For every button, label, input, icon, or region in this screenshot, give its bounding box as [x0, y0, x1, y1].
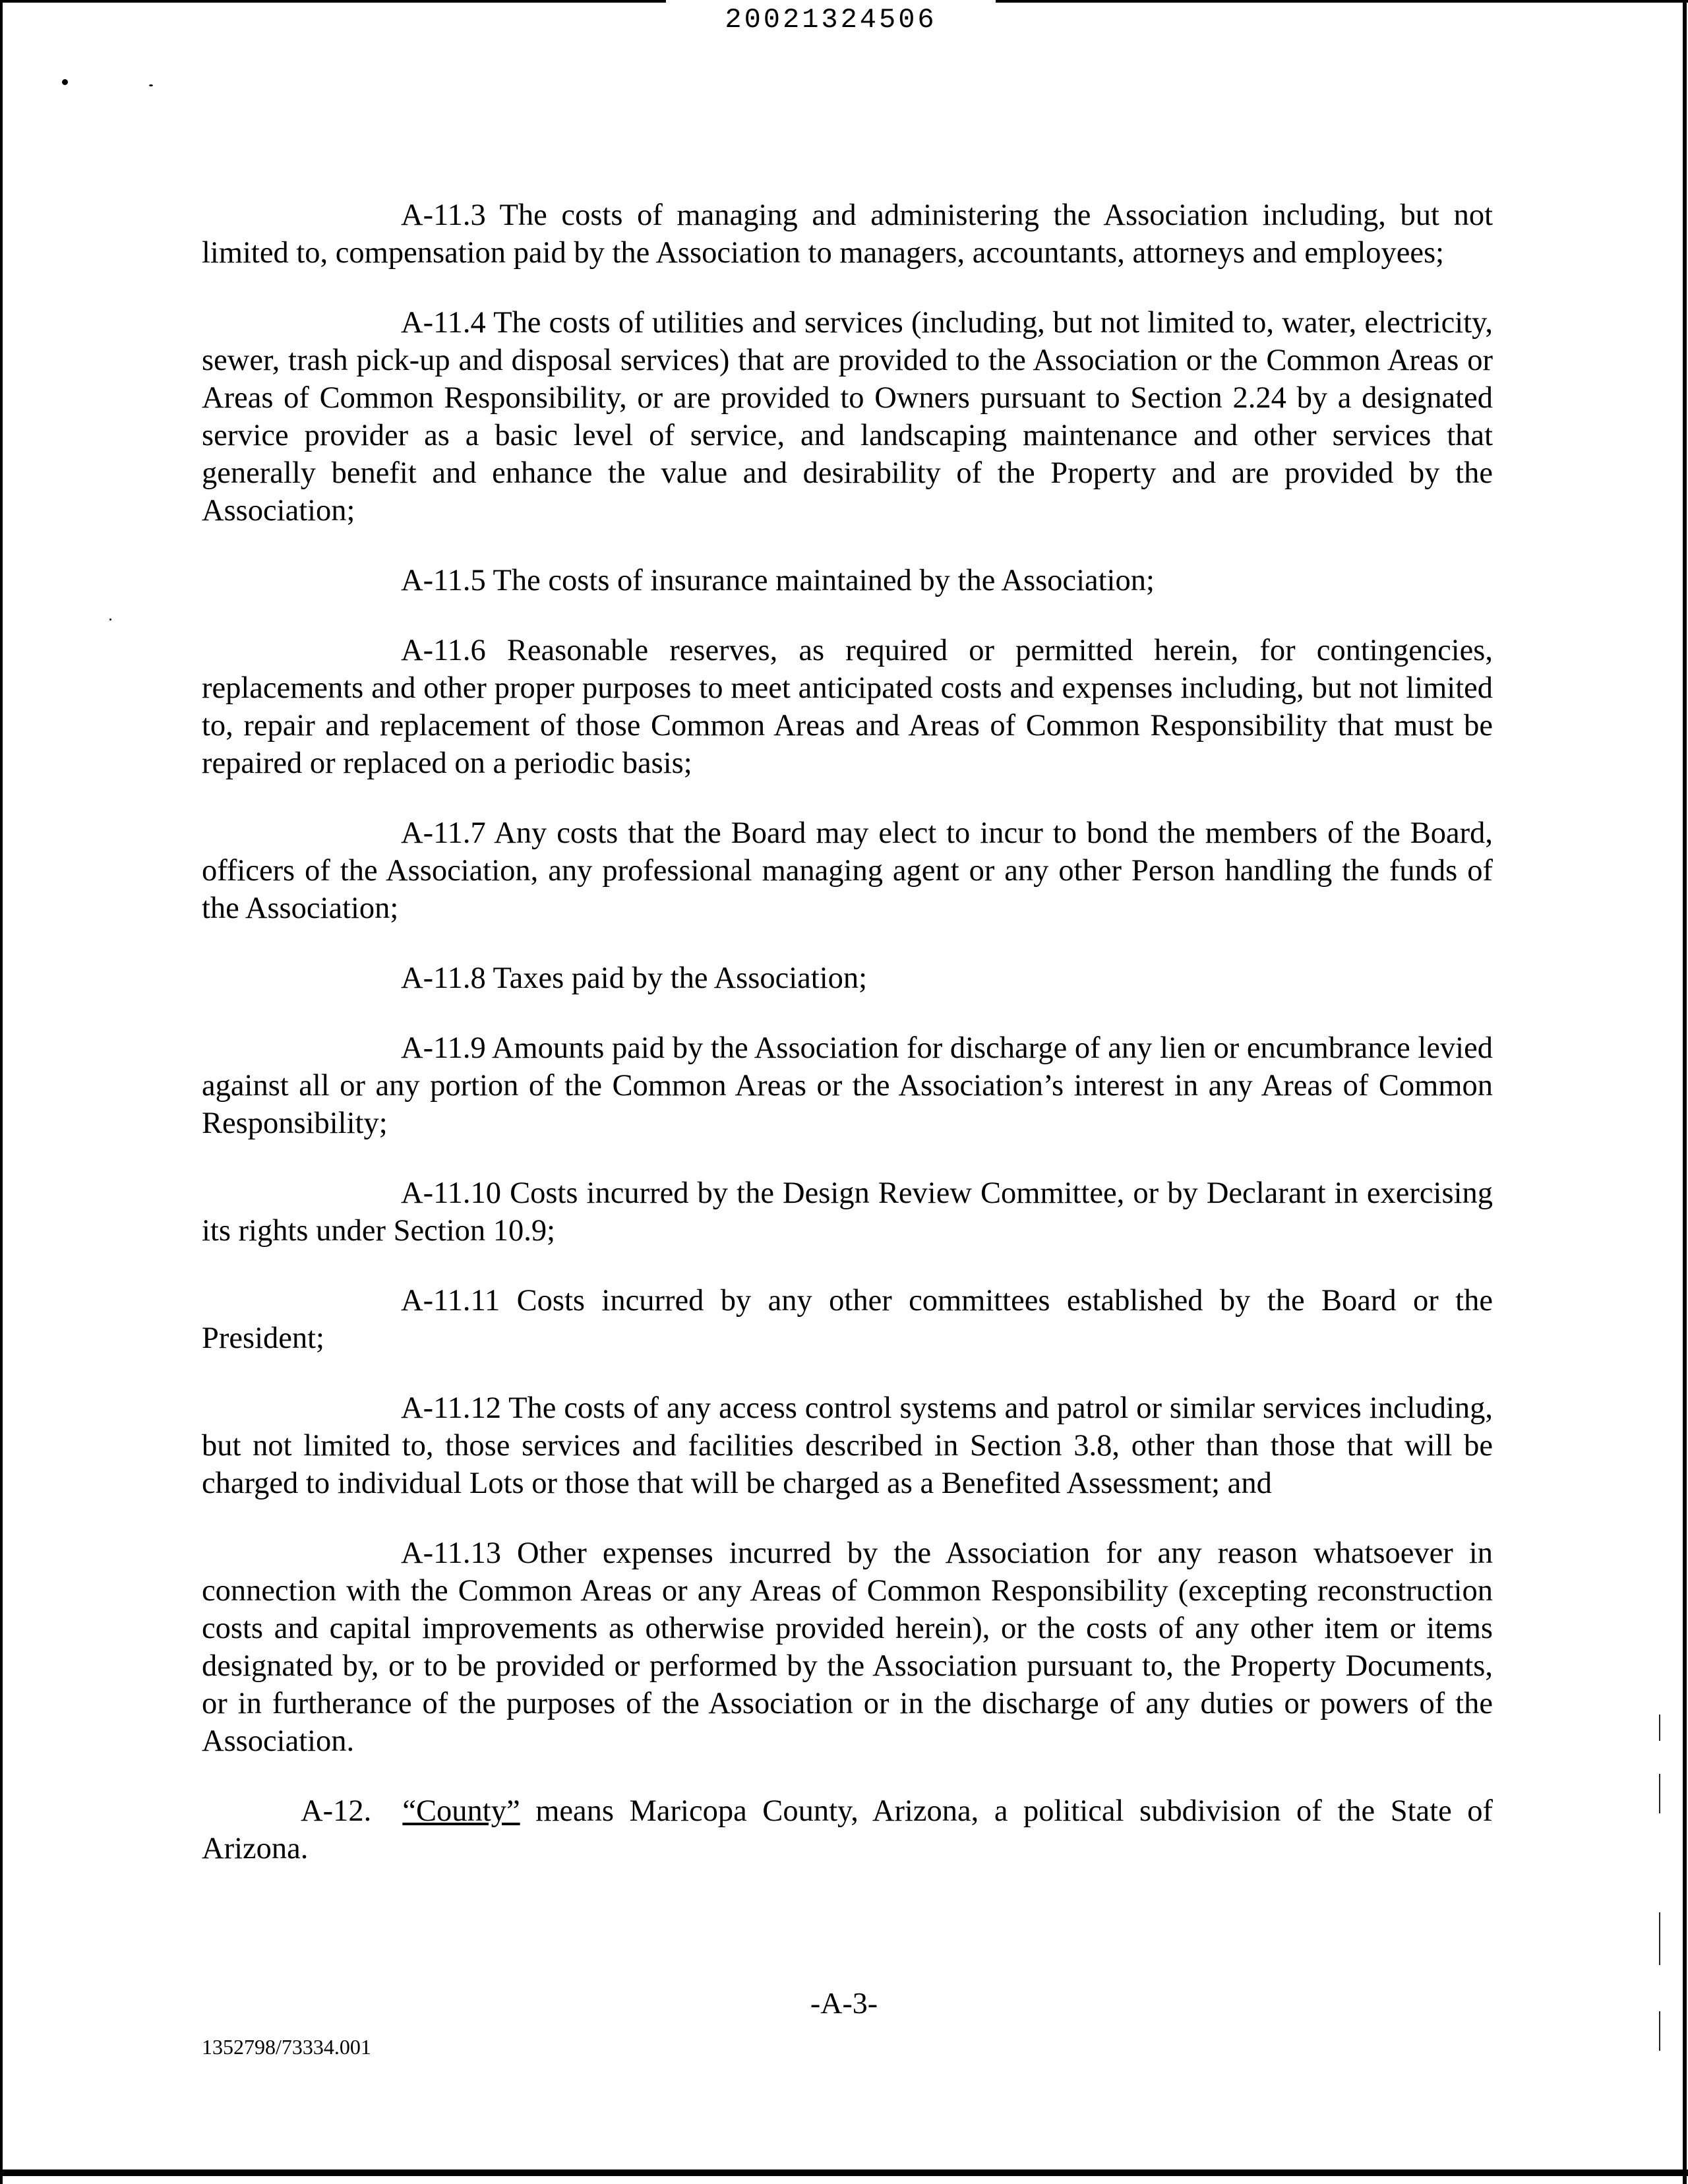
scan-border-right: [1683, 0, 1687, 2184]
scan-speck: [149, 84, 153, 86]
paragraph-a-11-10: A-11.10 Costs incurred by the Design Review Committee, or by Declarant in exercising its rights under Section 10.9;: [202, 1176, 1493, 1248]
paragraph-a-11-4: A-11.4 The costs of utilities and services (including, but not limited to, water, electricity, sewer, trash pick-up and disposal services) that are provided to the Association or the Common Areas or Areas of Common Responsibility, or are provided to Owners pursuant to Section 2.24 by a designated service provider as a basic level of service, and landscaping maintenance and other services that generally benefit and enhance the value and desirability of the Property and are provided by the Association;: [202, 306, 1493, 528]
paragraph-a-11-7: A-11.7 Any costs that the Board may elect to incur to bond the members of the Board, officers of the Association, any professional managing agent or any other Person handling the funds of the Association;: [202, 816, 1493, 925]
file-reference-code: 1352798/73334.001: [202, 2035, 371, 2059]
paragraph-a-11-12: A-11.12 The costs of any access control systems and patrol or similar services including, but not limited to, those services and facilities described in Section 3.8, other than those that will be charged to individual Lots or those that will be charged as a Benefited Assessment; and: [202, 1391, 1493, 1500]
scan-margin-mark: [1659, 1912, 1660, 1965]
paragraph-a-11-3: A-11.3 The costs of managing and administering the Association including, but not limited to, compensation paid by the Association to managers, accountants, attorneys and employees;: [202, 198, 1493, 270]
paragraph-a-11-9: A-11.9 Amounts paid by the Association for discharge of any lien or encumbrance levied against all or any portion of the Common Areas or the Association’s interest in any Areas of Common Responsibility;: [202, 1031, 1493, 1140]
scan-speck: [62, 79, 68, 85]
scan-border-top-right: [996, 0, 1688, 3]
scan-margin-mark: [1659, 1714, 1660, 1741]
scan-border-left: [0, 0, 3, 2184]
document-body: [202, 197, 1493, 1900]
paragraph-a-11-5: A-11.5 The costs of insurance maintained by the Association;: [401, 564, 1155, 597]
definition-text: means Maricopa County, Arizona, a political subdivision of the State of Arizona.: [202, 1794, 1493, 1866]
paragraph-a-12: [202, 1792, 1493, 1867]
definition-number: A-12.: [301, 1794, 372, 1828]
scan-border-top-left: [0, 0, 666, 3]
paragraph-a-11-13: A-11.13 Other expenses incurred by the Association for any reason whatsoever in connection with the Common Areas or any Areas of Common Responsibility (excepting reconstruction costs and capital improvements as otherwise provided herein), or the costs of any other item or items designated by, or to be provided or performed by the Association pursuant to, the Property Documents, or in furtherance of the purposes of the Association or in the discharge of any duties or powers of the Association.: [202, 1536, 1493, 1758]
paragraph-a-11-6: A-11.6 Reasonable reserves, as required or permitted herein, for contingencies, replacements and other proper purposes to meet anticipated costs and expenses including, but not limited to, repair and replacement of those Common Areas and Areas of Common Responsibility that must be repaired or replaced on a periodic basis;: [202, 634, 1493, 780]
scan-border-bottom: [0, 2169, 1688, 2176]
page-number: -A-3-: [810, 1986, 878, 2020]
defined-term: “County”: [402, 1794, 520, 1828]
paragraph-a-11-11: A-11.11 Costs incurred by any other committees established by the Board or the President;: [202, 1284, 1493, 1355]
scan-speck: [109, 619, 111, 621]
scan-margin-mark: [1659, 2011, 1660, 2051]
paragraph-a-11-8: A-11.8 Taxes paid by the Association;: [401, 961, 868, 995]
scan-margin-mark: [1659, 1774, 1660, 1813]
document-number: 20021324506: [725, 4, 937, 36]
